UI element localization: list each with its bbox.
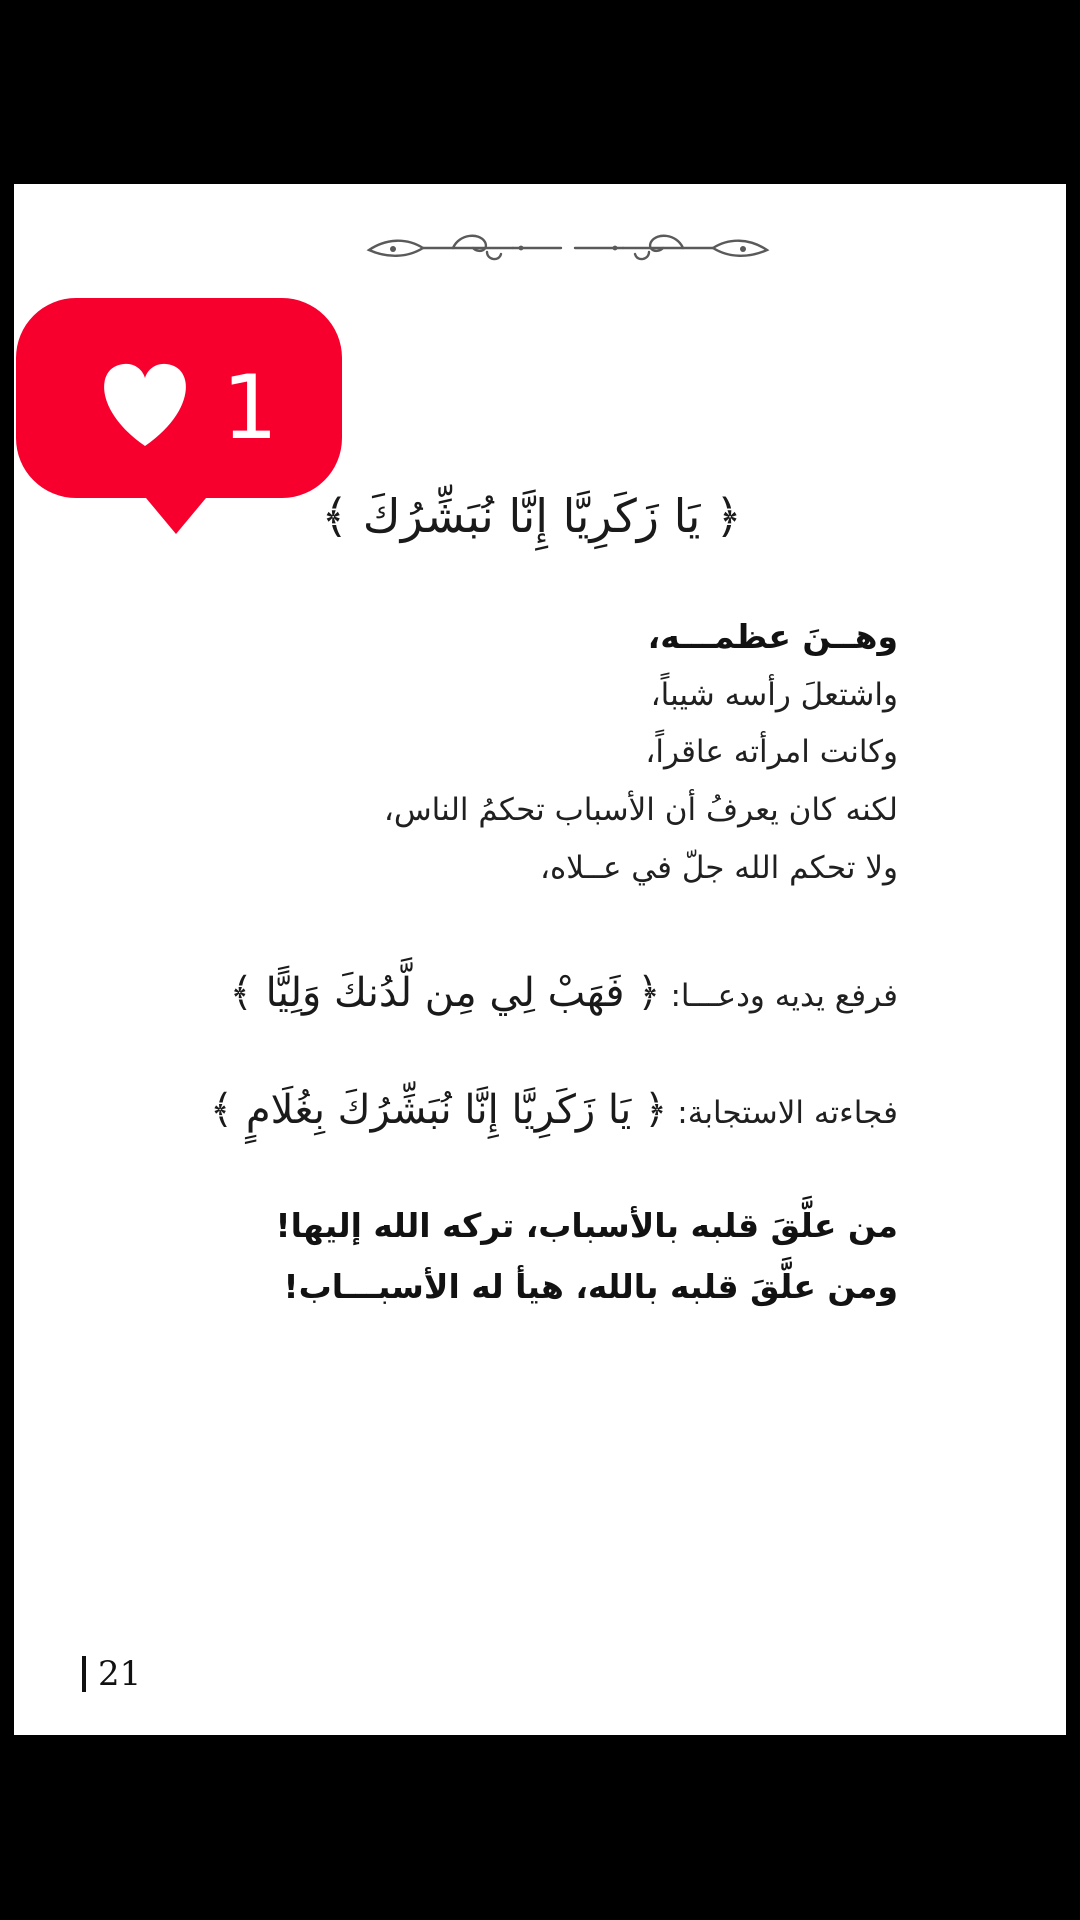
prayer-label: فرفع يديه ودعـــا: bbox=[670, 978, 898, 1014]
closing-line-1: من علَّقَ قلبه بالأسباب، تركه الله إليها! bbox=[275, 1206, 898, 1245]
line-allah: ولا تحكم الله جلّ في عــلاه، bbox=[540, 850, 898, 886]
prayer-verse: ﴿ فَهَبْ لِي مِن لَّدُنكَ وَلِيًّا ﴾ bbox=[229, 970, 661, 1016]
closing-line-2: ومن علَّقَ قلبه بالله، هيأ له الأسبـــاب! bbox=[283, 1267, 898, 1306]
answer-label: فجاءته الاستجابة: bbox=[677, 1095, 898, 1131]
like-count: 1 bbox=[222, 356, 278, 459]
line-wahana: وهــنَ عظمـــه، bbox=[647, 617, 898, 656]
page-number-rule bbox=[82, 1656, 86, 1692]
line-ishtaal: واشتعلَ رأسه شيباً، bbox=[650, 677, 898, 713]
line-aqir: وكانت امرأته عاقراً، bbox=[645, 734, 898, 770]
answer-line bbox=[210, 1075, 898, 1148]
line-asbab: لكنه كان يعرفُ أن الأسباب تحكمُ الناس، bbox=[383, 792, 898, 828]
page-number bbox=[82, 1650, 141, 1698]
verse-title: ﴿ يَا زَكَرِيَّا إِنَّا نُبَشِّرُكَ ﴾ bbox=[321, 489, 742, 543]
answer-verse: ﴿ يَا زَكَرِيَّا إِنَّا نُبَشِّرُكَ بِغُلَامٍ ﴾ bbox=[209, 1087, 668, 1133]
flourish-divider-icon bbox=[363, 224, 773, 270]
prayer-line bbox=[229, 958, 898, 1031]
page-number-text: 21 bbox=[98, 1654, 142, 1694]
